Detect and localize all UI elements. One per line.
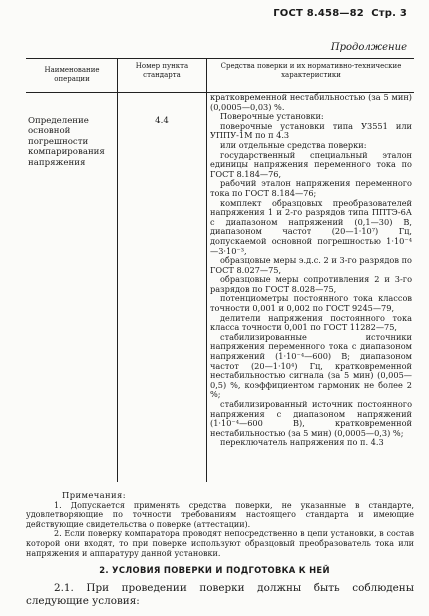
- cell-operation: Определение основной погрешности компарирования напряжения: [28, 116, 105, 168]
- means-line: переключатель напряжения по п. 4.3: [220, 437, 384, 448]
- means-line: или отдельные средства поверки:: [220, 139, 367, 150]
- paragraph-2-1: 2.1. При проведении поверки должны быть соблюдены следующие условия:: [26, 582, 414, 607]
- means-line: образцовые меры э.д.с. 2 и 3-го разрядов по ГОСТ 8.027—75,: [210, 255, 412, 275]
- standard-number: ГОСТ 8.458—82: [273, 8, 364, 19]
- column-divider-2: [206, 58, 207, 482]
- means-line: Поверочные установки:: [220, 111, 324, 122]
- means-line: кратковременной нестабильностью (за 5 мин) (0,0005—0,03) %.: [210, 92, 412, 112]
- means-line: образцовые меры сопротивления 2 и 3-го разрядов по ГОСТ 8.028—75,: [210, 274, 412, 294]
- means-line: делители напряжения постоянного тока класса точности 0,001 по ГОСТ 11282—75,: [210, 312, 412, 333]
- means-line: поверочные установки типа У3551 или УППУ-1М по п 4.3: [210, 120, 412, 141]
- header-operation: Наименование операции: [44, 66, 100, 83]
- means-line: стабилизированный источник постоянного напряжения с диапазоном напряжений (1·10⁻⁴—600 В), кратковременной нестабильностью (за 5 мин) (0,0005—0,3) %;: [210, 399, 412, 438]
- section-title: 2. УСЛОВИЯ ПОВЕРКИ И ПОДГОТОВКА К НЕЙ: [99, 565, 330, 575]
- page-header: [273, 8, 407, 19]
- notes-heading: Примечания:: [62, 490, 126, 500]
- cell-means: [210, 93, 412, 448]
- page-number: Стр. 3: [371, 8, 407, 19]
- header-clause: Номер пункта стандарта: [135, 62, 189, 79]
- continued-label: Продолжение: [330, 42, 407, 53]
- means-line: государственный специальный эталон единицы напряжения переменного тока по ГОСТ 8.184—76,: [210, 149, 412, 179]
- table-top-rule: [26, 58, 414, 59]
- cell-clause: 4.4: [155, 116, 169, 126]
- notes: [26, 491, 414, 558]
- header-means: Средства поверки и их нормативно-технические характеристики: [220, 62, 402, 79]
- means-line: стабилизированные источники напряжения переменного тока с диапазоном напряжений (1·10⁻⁴—600) В; диапазоном частот (20—1·10⁴) Гц, кратковременной нестабильностью сигнала (за 5 мин) (0,005—0,5) %, коэффициентом гармоник не более 2 %;: [210, 331, 412, 400]
- means-line: рабочий эталон напряжения переменного тока по ГОСТ 8.184—76;: [210, 178, 412, 198]
- note-2: 2. Если поверку компаратора проводят непосредственно в цепи установки, в состав которой они входят, то при поверке используют образцовый преобразователь тока или напряжения и аппаратуру данной установки.: [26, 529, 414, 558]
- means-line: потенциометры постоянного тока классов точности 0,001 и 0,002 по ГОСТ 9245—79,: [210, 293, 412, 314]
- means-line: комплект образцовых преобразователей напряжения 1 и 2-го разрядов типа ППТЭ-6А с диапазоном напряжений (0,1—30) В, диапазоном частот (20—1·10⁷) Гц, допускаемой основной погрешностью 1·10⁻⁴—3·10⁻³,: [210, 197, 412, 256]
- note-1: 1. Допускается применять средства поверки, не указанные в стандарте, удовлетворяющие по точности требованиям настоящего стандарта и имеющие действующие свидетельства о поверке (аттестации).: [26, 500, 414, 529]
